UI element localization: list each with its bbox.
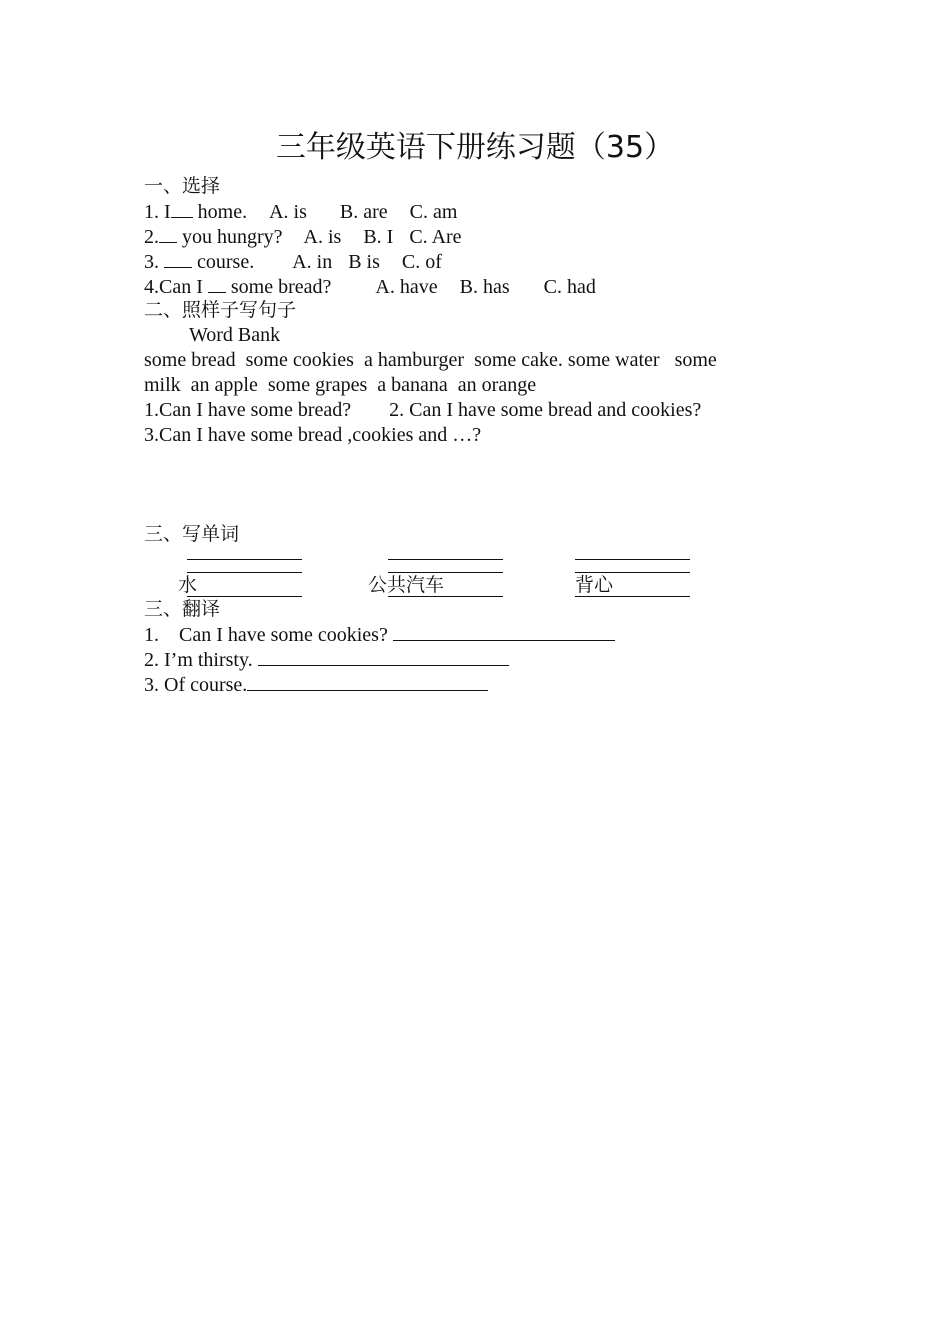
q3-stem-end: course. <box>192 251 255 273</box>
section-1-heading: 一、选择 <box>144 175 221 197</box>
translate-answer-blank-3[interactable] <box>247 672 488 691</box>
q2-stem-end: you hungry? <box>177 226 283 248</box>
translate-sentence-1: 1. Can I have some cookies? <box>144 624 393 646</box>
section-3-heading: 三、写单词 <box>144 523 240 545</box>
example-row-1 <box>144 398 701 423</box>
q4-stem-start: 4.Can I <box>144 276 208 298</box>
q1-stem-end: home. <box>192 201 248 223</box>
word-prompt-vest: 背心 <box>575 574 614 596</box>
translate-sentence-2: 2. I’m thirsty. <box>144 649 258 671</box>
page-title: 三年级英语下册练习题（35） <box>275 130 675 165</box>
q2-stem-start: 2. <box>144 226 159 248</box>
q3-option-b: B is <box>348 251 380 273</box>
q1-stem-start: 1. I <box>144 201 171 223</box>
q4-option-c: C. had <box>543 276 596 298</box>
q4-blank[interactable] <box>208 274 226 293</box>
word-bank-line-1: some bread some cookies a hamburger some cake. some water some <box>144 349 717 371</box>
word-prompt-water: 水 <box>178 574 198 596</box>
translate-sentence-3: 3. Of course. <box>144 674 248 696</box>
translate-item-3 <box>144 672 488 698</box>
q3-option-a: A. in <box>292 251 333 273</box>
q3-blank[interactable] <box>164 249 192 268</box>
question-3 <box>144 249 442 275</box>
q1-option-b: B. are <box>339 201 388 223</box>
q4-stem-end: some bread? <box>225 276 332 298</box>
q2-option-c: C. Are <box>409 226 462 248</box>
section-4-heading: 三、翻译 <box>144 598 221 620</box>
translate-item-2 <box>144 647 509 673</box>
q1-option-a: A. is <box>269 201 307 223</box>
word-bank-label: Word Bank <box>189 324 281 346</box>
q2-option-b: B. I <box>363 226 394 248</box>
translate-answer-blank-1[interactable] <box>393 622 615 641</box>
q3-option-c: C. of <box>401 251 442 273</box>
question-1 <box>144 199 457 225</box>
q4-option-b: B. has <box>459 276 510 298</box>
q3-stem-start: 3. <box>144 251 164 273</box>
word-answer-line[interactable] <box>187 559 302 560</box>
q1-option-c: C. am <box>409 201 458 223</box>
q1-blank[interactable] <box>171 199 193 218</box>
q4-option-a: A. have <box>375 276 438 298</box>
word-answer-line[interactable] <box>575 559 690 560</box>
question-2 <box>144 224 462 250</box>
example-sentence-2: 2. Can I have some bread and cookies? <box>389 399 702 421</box>
example-sentence-3: 3.Can I have some bread ,cookies and …? <box>144 424 482 446</box>
question-4 <box>144 274 596 300</box>
word-answer-line[interactable] <box>388 559 503 560</box>
q2-option-a: A. is <box>303 226 342 248</box>
translate-item-1 <box>144 622 615 648</box>
q2-blank[interactable] <box>159 224 177 243</box>
section-2-heading: 二、照样子写句子 <box>144 299 297 321</box>
word-answer-line[interactable] <box>187 572 302 573</box>
example-sentence-1: 1.Can I have some bread? <box>144 399 352 421</box>
word-bank-line-2: milk an apple some grapes a banana an orange <box>144 374 537 396</box>
word-prompt-bus: 公共汽车 <box>368 574 445 596</box>
translate-answer-blank-2[interactable] <box>258 647 509 666</box>
